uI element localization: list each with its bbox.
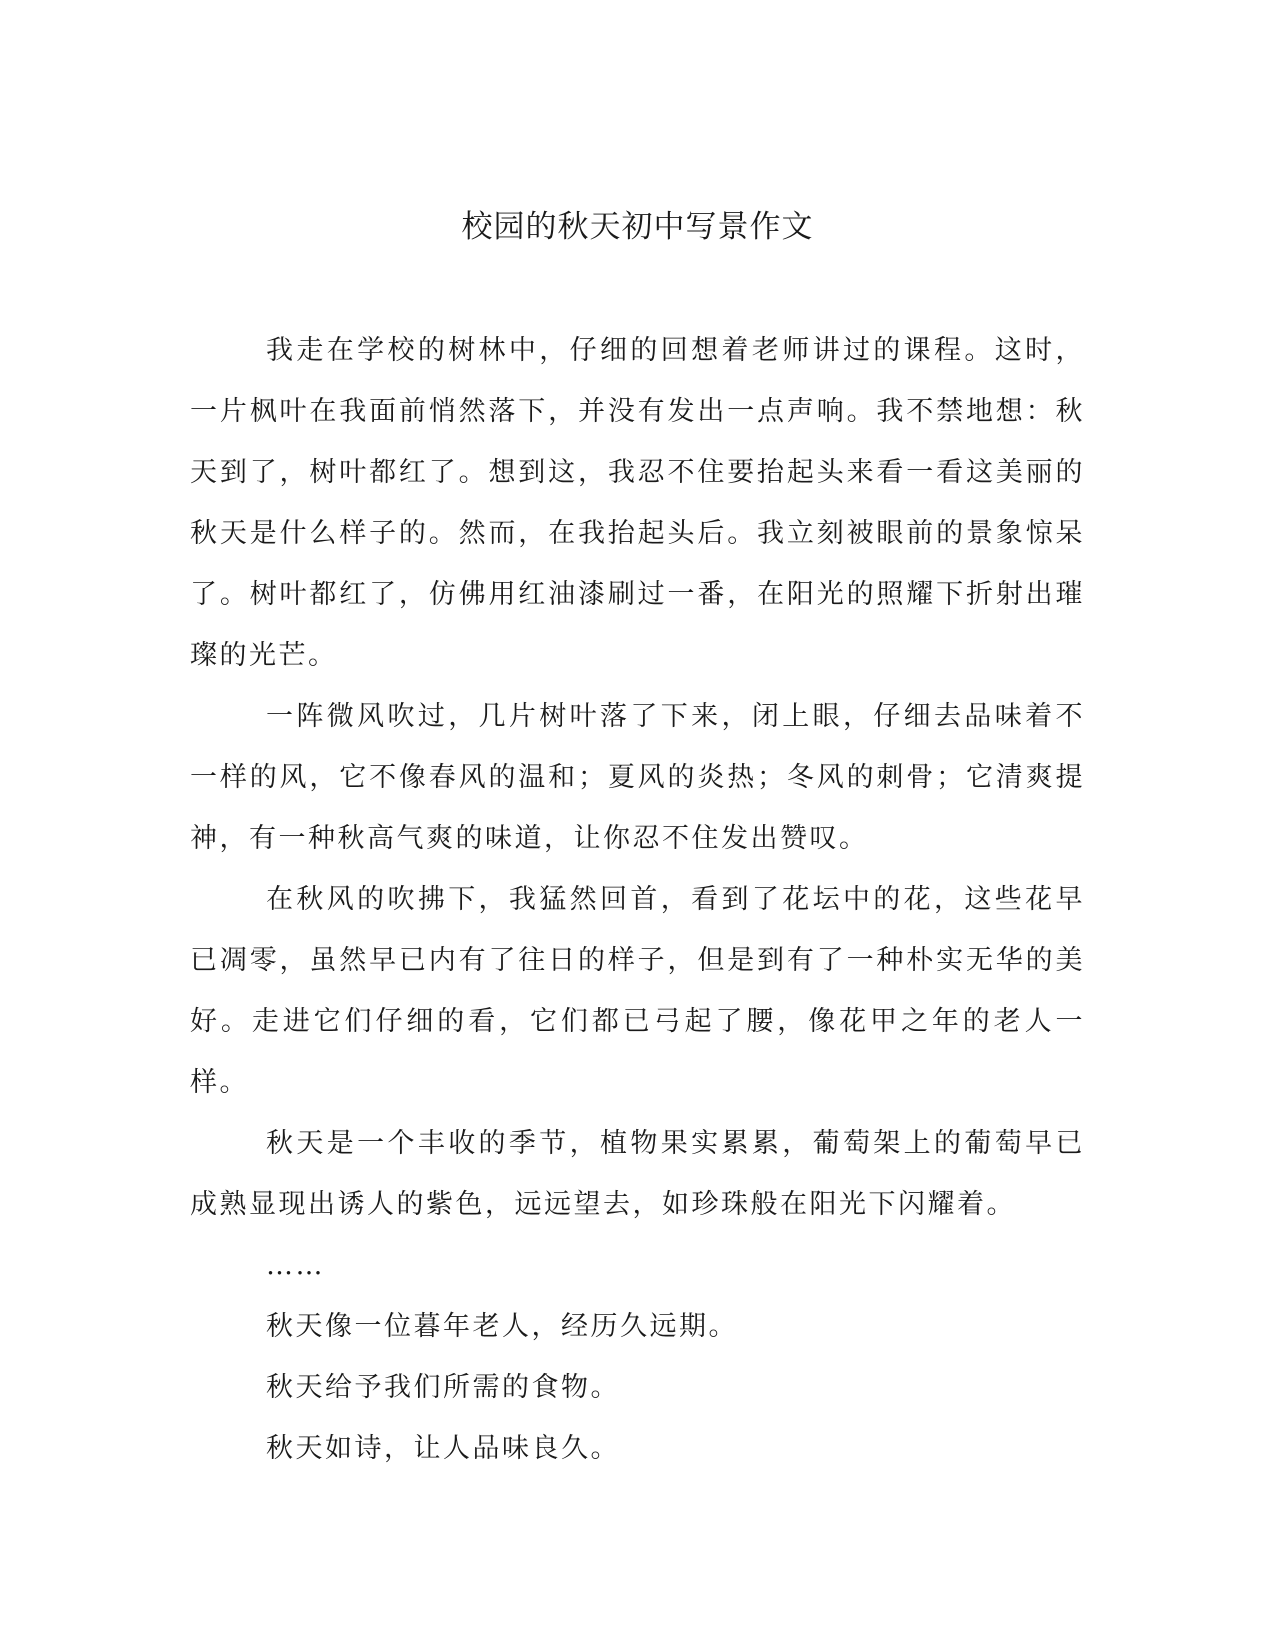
closing-line-3: 秋天如诗，让人品味良久。: [266, 1433, 620, 1464]
paragraph-1: 我走在学校的树林中，仔细的回想着老师讲过的课程。这时，一片枫叶在我面前悄然落下，并没有发出一点声响。我不禁地想：秋天到了，树叶都红了。想到这，我忍不住要抬起头来看一看这美丽的秋天是什么样子的。然而，在我抬起头后。我立刻被眼前的景象惊呆了。树叶都红了，仿佛用红油漆刷过一番，在阳光的照耀下折射出璀璨的光芒。: [190, 335, 1085, 671]
ellipsis-line: ……: [266, 1250, 325, 1281]
closing-line-2: 秋天给予我们所需的食物。: [266, 1372, 620, 1403]
paragraph-3: 在秋风的吹拂下，我猛然回首，看到了花坛中的花，这些花早已凋零，虽然早已内有了往日的样子，但是到有了一种朴实无华的美好。走进它们仔细的看，它们都已弓起了腰，像花甲之年的老人一样。: [190, 884, 1085, 1098]
paragraph-2: 一阵微风吹过，几片树叶落了下来，闭上眼，仔细去品味着不一样的风，它不像春风的温和；夏风的炎热；冬风的刺骨；它清爽提神，有一种秋高气爽的味道，让你忍不住发出赞叹。: [190, 701, 1085, 854]
paragraph-4: 秋天是一个丰收的季节，植物果实累累，葡萄架上的葡萄早已成熟显现出诱人的紫色，远远望去，如珍珠般在阳光下闪耀着。: [190, 1128, 1085, 1220]
closing-line-1: 秋天像一位暮年老人，经历久远期。: [266, 1311, 738, 1342]
document-title: 校园的秋天初中写景作文: [461, 209, 814, 245]
document-body: [190, 320, 1085, 1479]
